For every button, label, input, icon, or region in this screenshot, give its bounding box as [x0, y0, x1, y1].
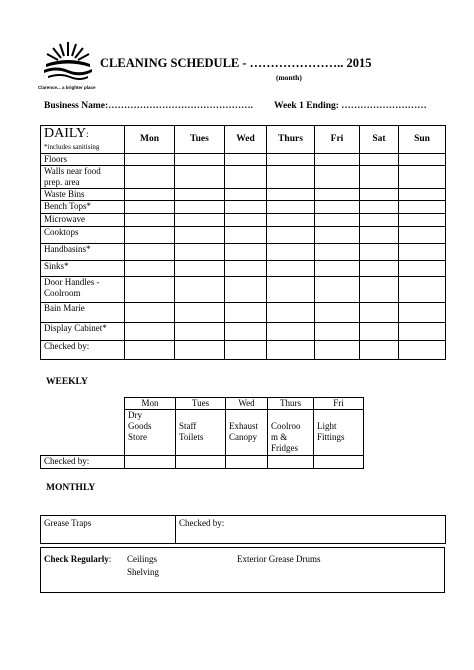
daily-check-cell[interactable] [225, 277, 267, 303]
weekly-task-light-fittings: Light Fittings [314, 410, 364, 456]
daily-check-cell[interactable] [175, 201, 225, 214]
daily-check-cell[interactable] [315, 214, 360, 227]
daily-check-cell[interactable] [315, 323, 360, 341]
check-regularly-cell: Check Regularly: Ceilings Shelving Exterior Grease Drums [41, 548, 445, 593]
weekly-check-cell[interactable] [314, 456, 364, 469]
logo-tagline: Clarence... a brighter place [38, 85, 96, 90]
day-header-fri: Fri [315, 126, 360, 154]
weekly-title: WEEKLY [46, 377, 88, 387]
shelving-item: Shelving [127, 567, 160, 577]
daily-row-label: Floors [41, 154, 125, 166]
daily-check-cell[interactable] [267, 323, 315, 341]
daily-check-cell[interactable] [360, 189, 399, 201]
daily-row [41, 244, 446, 261]
weekly-table [40, 397, 364, 469]
daily-row [41, 303, 446, 323]
daily-check-cell[interactable] [267, 227, 315, 244]
daily-row-label: Walls near food prep. area [41, 166, 125, 189]
page-title: CLEANING SCHEDULE - ………………….. 2015 [100, 56, 372, 70]
daily-check-cell[interactable] [315, 189, 360, 201]
daily-check-cell[interactable] [399, 341, 446, 360]
daily-row-label: Waste Bins [41, 189, 125, 201]
daily-check-cell[interactable] [175, 261, 225, 277]
sun-wave-logo-icon [38, 38, 98, 82]
daily-check-cell[interactable] [175, 303, 225, 323]
logo [38, 38, 98, 90]
daily-row [41, 227, 446, 244]
daily-row-label: Sinks* [41, 261, 125, 277]
daily-check-cell[interactable] [267, 303, 315, 323]
daily-row-label: Display Cabinet* [41, 323, 125, 341]
daily-check-cell[interactable] [360, 261, 399, 277]
day-header-thurs: Thurs [267, 126, 315, 154]
daily-row [41, 214, 446, 227]
weekly-day-fri: Fri [314, 398, 364, 410]
daily-row [41, 189, 446, 201]
daily-check-cell[interactable] [399, 323, 446, 341]
weekly-check-cell[interactable] [176, 456, 226, 469]
weekly-task-staff-toilets: Staff Toilets [176, 410, 226, 456]
daily-check-cell[interactable] [399, 189, 446, 201]
daily-check-cell[interactable] [175, 154, 225, 166]
daily-header-cell [41, 126, 125, 154]
day-header-tues: Tues [175, 126, 225, 154]
daily-check-cell[interactable] [360, 277, 399, 303]
week-ending-field[interactable]: Week 1 Ending: ……………………… [274, 101, 427, 111]
daily-check-cell[interactable] [225, 201, 267, 214]
day-header-mon: Mon [125, 126, 175, 154]
daily-row-label: Bench Tops* [41, 201, 125, 214]
weekly-day-thurs: Thurs [268, 398, 314, 410]
grease-traps-cell: Grease Traps [41, 516, 176, 544]
daily-check-cell[interactable] [267, 189, 315, 201]
daily-check-cell[interactable] [315, 201, 360, 214]
exterior-grease-drums-item: Exterior Grease Drums [237, 554, 321, 564]
daily-check-cell[interactable] [125, 227, 175, 244]
daily-row-label: Microwave [41, 214, 125, 227]
daily-check-cell[interactable] [315, 341, 360, 360]
business-name-field[interactable]: Business Name:………………………………………. [44, 101, 254, 111]
daily-check-cell[interactable] [267, 154, 315, 166]
daily-check-cell[interactable] [125, 277, 175, 303]
daily-check-cell[interactable] [175, 277, 225, 303]
ceilings-item: Ceilings [127, 554, 158, 564]
weekly-task-coolroom: Coolroo m & Fridges [268, 410, 314, 456]
daily-check-cell[interactable] [225, 154, 267, 166]
daily-check-cell[interactable] [267, 244, 315, 261]
daily-check-cell[interactable] [360, 227, 399, 244]
daily-check-cell[interactable] [399, 303, 446, 323]
daily-check-cell[interactable] [125, 303, 175, 323]
daily-check-cell[interactable] [175, 166, 225, 189]
daily-check-cell[interactable] [360, 303, 399, 323]
daily-check-cell[interactable] [360, 323, 399, 341]
daily-check-cell[interactable] [225, 341, 267, 360]
daily-check-cell[interactable] [225, 261, 267, 277]
daily-check-cell[interactable] [225, 303, 267, 323]
daily-check-cell[interactable] [225, 244, 267, 261]
daily-check-cell[interactable] [125, 189, 175, 201]
weekly-blank-cell [41, 398, 125, 410]
daily-check-cell[interactable] [315, 154, 360, 166]
daily-check-cell[interactable] [125, 214, 175, 227]
daily-check-cell[interactable] [399, 154, 446, 166]
daily-table [40, 125, 446, 360]
daily-check-cell[interactable] [225, 214, 267, 227]
daily-row-label: Bain Marie [41, 303, 125, 323]
daily-check-cell[interactable] [360, 201, 399, 214]
daily-check-cell[interactable] [125, 261, 175, 277]
daily-check-cell[interactable] [399, 227, 446, 244]
check-regularly-label: Check Regularly [44, 554, 109, 564]
weekly-day-mon: Mon [125, 398, 176, 410]
daily-check-cell[interactable] [267, 201, 315, 214]
daily-title: DAILY: [44, 126, 89, 141]
daily-row-label: Cooktops [41, 227, 125, 244]
daily-row-label: Handbasins* [41, 244, 125, 261]
daily-check-cell[interactable] [267, 166, 315, 189]
day-header-sat: Sat [360, 126, 399, 154]
check-regularly-table [40, 547, 445, 593]
daily-check-cell[interactable] [399, 277, 446, 303]
daily-check-cell[interactable] [399, 166, 446, 189]
daily-check-cell[interactable] [225, 227, 267, 244]
weekly-check-cell[interactable] [125, 456, 176, 469]
month-label: (month) [276, 73, 302, 82]
monthly-checked-by-field[interactable]: Checked by: [176, 516, 446, 544]
sanitising-note: *includes sanitising [44, 143, 100, 151]
daily-row [41, 277, 446, 303]
daily-check-cell[interactable] [360, 341, 399, 360]
daily-row-label: Door Handles - Coolroom [41, 277, 125, 303]
daily-row [41, 201, 446, 214]
daily-row [41, 323, 446, 341]
daily-check-cell[interactable] [175, 227, 225, 244]
daily-check-cell[interactable] [360, 214, 399, 227]
weekly-checked-by-label: Checked by: [41, 456, 125, 469]
daily-row [41, 261, 446, 277]
weekly-check-cell[interactable] [268, 456, 314, 469]
monthly-title: MONTHLY [46, 483, 96, 493]
daily-check-cell[interactable] [399, 261, 446, 277]
daily-check-cell[interactable] [175, 189, 225, 201]
daily-check-cell[interactable] [175, 323, 225, 341]
daily-check-cell[interactable] [267, 341, 315, 360]
daily-check-cell[interactable] [175, 244, 225, 261]
daily-check-cell[interactable] [175, 341, 225, 360]
daily-check-cell[interactable] [399, 201, 446, 214]
weekly-day-tues: Tues [176, 398, 226, 410]
daily-check-cell[interactable] [175, 214, 225, 227]
daily-check-cell[interactable] [399, 214, 446, 227]
daily-check-cell[interactable] [315, 303, 360, 323]
daily-check-cell[interactable] [315, 261, 360, 277]
daily-check-cell[interactable] [267, 214, 315, 227]
daily-check-cell[interactable] [125, 154, 175, 166]
daily-check-cell[interactable] [360, 154, 399, 166]
daily-check-cell[interactable] [225, 166, 267, 189]
daily-check-cell[interactable] [267, 261, 315, 277]
daily-row-label: Checked by: [41, 341, 125, 360]
weekly-blank-cell-2 [41, 410, 125, 456]
daily-check-cell[interactable] [225, 189, 267, 201]
daily-check-cell[interactable] [360, 244, 399, 261]
daily-check-cell[interactable] [315, 277, 360, 303]
daily-check-cell[interactable] [125, 323, 175, 341]
daily-check-cell[interactable] [267, 277, 315, 303]
daily-check-cell[interactable] [225, 323, 267, 341]
daily-check-cell[interactable] [125, 166, 175, 189]
weekly-task-exhaust-canopy: Exhaust Canopy [226, 410, 268, 456]
weekly-check-cell[interactable] [226, 456, 268, 469]
weekly-day-wed: Wed [226, 398, 268, 410]
daily-row [41, 166, 446, 189]
day-header-wed: Wed [225, 126, 267, 154]
daily-check-cell[interactable] [315, 227, 360, 244]
daily-check-cell[interactable] [360, 166, 399, 189]
daily-check-cell[interactable] [125, 341, 175, 360]
daily-check-cell[interactable] [315, 166, 360, 189]
daily-row [41, 341, 446, 360]
weekly-task-dry-goods: Dry Goods Store [125, 410, 176, 456]
daily-row [41, 154, 446, 166]
daily-check-cell[interactable] [125, 244, 175, 261]
daily-check-cell[interactable] [125, 201, 175, 214]
daily-check-cell[interactable] [315, 244, 360, 261]
day-header-sun: Sun [399, 126, 446, 154]
monthly-table [40, 515, 446, 544]
daily-check-cell[interactable] [399, 244, 446, 261]
